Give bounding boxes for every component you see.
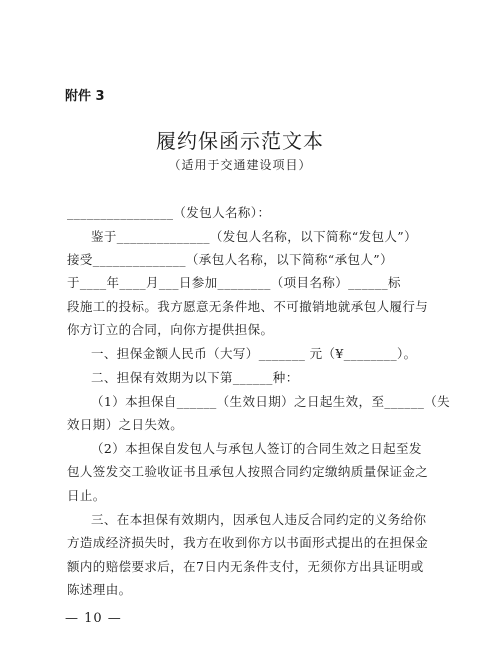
validity-option-2: （2）本担保自发包人与承包人签订的合同生效之日起至发: [91, 441, 422, 456]
clause-validity: 二、担保有效期为以下第______种：: [91, 370, 299, 385]
body-line: 额内的赔偿要求后，在7日内无条件支付，无须你方出具证明或: [67, 559, 424, 574]
body-line: 方造成经济损失时，我方在收到你方以书面形式提出的在担保金: [67, 535, 429, 550]
body-line: 你方订立的合同，向你方提供担保。: [67, 322, 274, 337]
body-line: 于____年____月___日参加________（项目名称）______标: [67, 275, 401, 290]
body-line: 包人签发交工验收证书且承包人按照合同约定缴纳质量保证金之: [67, 464, 429, 479]
body-line: 接受______________（承包人名称，以下简称“承包人”）: [67, 252, 393, 267]
attachment-label: 附件 3: [65, 89, 105, 104]
body-line: 陈述理由。: [67, 582, 132, 597]
addressee-line: ________________（发包人名称）：: [67, 205, 271, 220]
body-line: 效日期）之日失效。: [67, 417, 184, 432]
page-number: — 10 —: [65, 611, 122, 626]
validity-option-1: （1）本担保自______（生效日期）之日起生效，至______（失: [91, 394, 451, 409]
body-line: 段施工的投标。我方愿意无条件地、不可撤销地就承包人履行与: [67, 299, 429, 314]
document-title: 履约保函示范文本: [156, 129, 324, 153]
document-subtitle: （适用于交通建设项目）: [168, 158, 312, 172]
clause-compensation: 三、在本担保有效期内，因承包人违反合同约定的义务给你: [91, 512, 427, 527]
body-line: 日止。: [67, 488, 106, 503]
clause-amount: 一、担保金额人民币（大写）_______ 元（¥________）。: [91, 346, 417, 361]
body-line: 鉴于______________（发包人名称，以下简称“发包人”）: [91, 229, 417, 244]
